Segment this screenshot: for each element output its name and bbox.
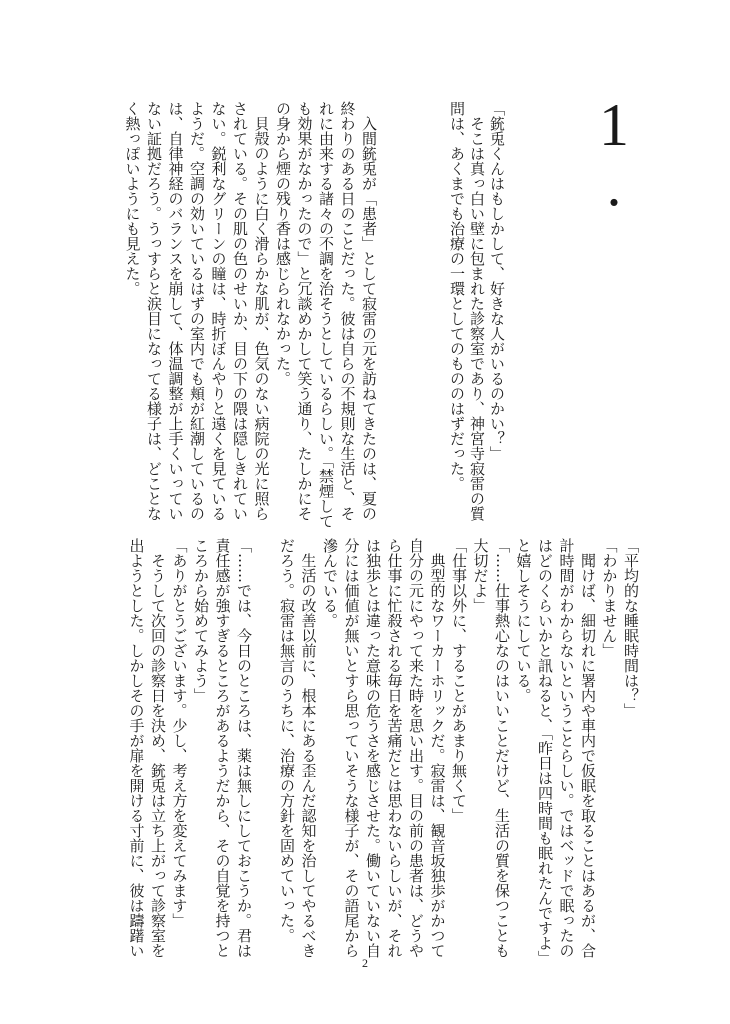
page-number: 2 bbox=[362, 956, 368, 970]
text-column: そうして次回の診察日を決め、銃兎は立ち上がって診察室を bbox=[149, 538, 167, 958]
text-column: 「わかりません」 bbox=[600, 538, 619, 658]
text-column: 分には価値が無いとすら思っていそうな様子が、その語尾から bbox=[342, 538, 361, 958]
text-column: 終わりのある日のことだった。彼は自らの不規則な生活と、そ bbox=[338, 101, 357, 521]
text-column: は独歩とは違った意味の危うさを感じさせた。働いていない自 bbox=[364, 538, 382, 958]
body-text-upper bbox=[121, 101, 379, 529]
text-column: 典型的なワーカーホリックだ。寂雷は、観音坂独歩がかつて bbox=[428, 538, 447, 958]
text-column: ない。鋭利なグリーンの瞳は、時折ぼんやりと遠くを見ている bbox=[209, 101, 228, 521]
text-column: 生活の改善以前に、根本にある歪んだ認知を治してやるべき bbox=[299, 538, 318, 958]
text-column: ない証拠だろう。うっすらと涙目になってる様子は、どことな bbox=[145, 101, 163, 521]
text-column: く熱っぽいようにも見えた。 bbox=[123, 101, 142, 296]
text-column: 大切だよ」 bbox=[471, 538, 490, 613]
opening-lines bbox=[447, 101, 507, 521]
text-column: れに由来する諸々の不調を治そうとしているらしい。「禁煙して bbox=[317, 101, 335, 529]
text-column: 自分の元にやって来た時を思い出す。目の前の患者は、どうや bbox=[407, 538, 425, 958]
text-column: 問は、あくまでも治療の一環としてのもののはずだった。 bbox=[448, 101, 466, 491]
text-column: 出ようとした。しかしその手が扉を開ける寸前に、彼は躊躇い bbox=[127, 538, 146, 958]
text-column: も効果がなかったので」と冗談めかして笑う通り、たしかにそ bbox=[295, 101, 314, 521]
text-column: 貝殻のように白く滑らかな肌が、色気のない病院の光に照ら bbox=[252, 101, 271, 521]
text-column: 滲んでいる。 bbox=[321, 538, 339, 628]
text-column: ようだ。空調の効いているはずの室内でも頬が紅潮しているの bbox=[188, 101, 206, 521]
text-column: は、自律神経のバランスを崩して、体温調整が上手くいってい bbox=[166, 101, 185, 521]
text-column: そこは真っ白い壁に包まれた診察室であり、神宮寺寂雷の質 bbox=[468, 101, 486, 521]
text-column: 聞けば、細切れに署内や車内で仮眠を取ることはあるが、合 bbox=[579, 538, 597, 958]
text-column: 「……仕事熱心なのはいいことだけど、生活の質を保つことも bbox=[493, 538, 511, 958]
text-column: ら仕事に忙殺される毎日を苦痛だとは思わないらしいが、それ bbox=[385, 538, 404, 958]
text-column: されている。その肌の色のせいか、目の下の隈は隠しきれてい bbox=[231, 101, 249, 521]
text-column: だろう。寂雷は無言のうちに、治療の方針を固めていった。 bbox=[278, 538, 296, 943]
text-column: 入間銃兎が「患者」として寂雷の元を訪ねてきたのは、夏の bbox=[360, 101, 378, 521]
text-column: はどのくらいかと訊ねると、「昨日は四時間も眠れたんですよ」 bbox=[536, 538, 554, 966]
text-column: 「ありがとうございます。少し、考え方を変えてみます」 bbox=[170, 538, 189, 928]
text-column: 責任感が強すぎるところがあるようだから、その自覚を持つと bbox=[213, 538, 232, 958]
text-column: 「平均的な睡眠時間は？」 bbox=[622, 538, 640, 718]
body-text-lower bbox=[125, 538, 641, 966]
text-column: 「仕事以外に、することがあまり無くて」 bbox=[450, 538, 468, 823]
chapter-heading: 1. bbox=[581, 92, 647, 212]
text-column: の身から煙の残り香は感じられなかった。 bbox=[274, 101, 292, 386]
text-column: 「……では、今日のところは、薬は無しにしておこうか。君は bbox=[235, 538, 253, 958]
text-column: と嬉しそうにしている。 bbox=[514, 538, 533, 703]
text-column bbox=[254, 538, 276, 966]
text-column: 「銃兎くんはもしかして、好きな人がいるのかい？」 bbox=[488, 101, 506, 461]
text-column: 計時間がわからないということらしい。ではベッドで眠ったの bbox=[557, 538, 576, 958]
text-column: ころから始めてみよう」 bbox=[192, 538, 210, 703]
